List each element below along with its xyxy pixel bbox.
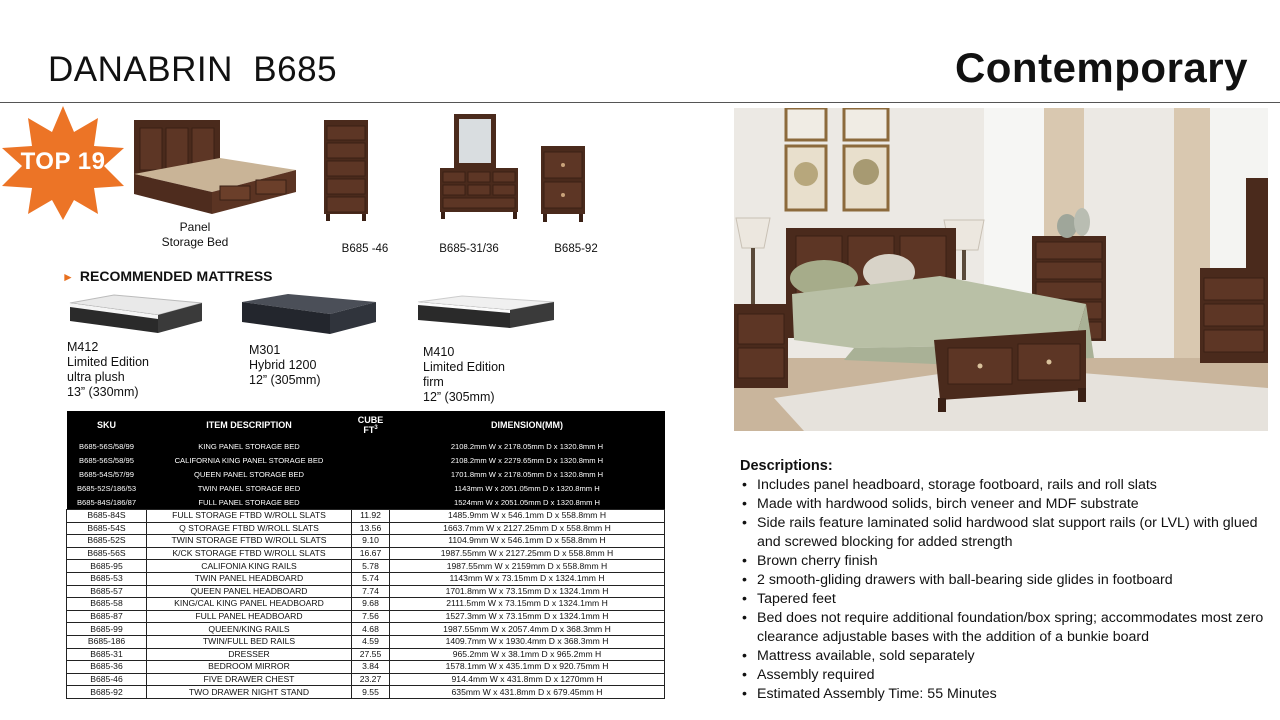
cell-dim: 1143mm W x 73.15mm D x 1324.1mm H <box>390 572 665 585</box>
description-item: • Made with hardwood solids, birch veneer and MDF substrate <box>740 495 1270 514</box>
cell-desc: TWO DRAWER NIGHT STAND <box>147 686 352 699</box>
cell-cube: 16.67 <box>352 547 390 560</box>
cell-cube <box>352 495 390 510</box>
header-dimension: DIMENSION(MM) <box>390 411 665 439</box>
cell-dim: 1663.7mm W x 2127.25mm D x 558.8mm H <box>390 522 665 535</box>
cell-cube: 5.74 <box>352 572 390 585</box>
cell-desc: TWIN PANEL HEADBOARD <box>147 572 352 585</box>
product-label-bed: Panel Storage Bed <box>161 220 229 249</box>
cell-sku: B685-92 <box>67 686 147 699</box>
mattress-m410-line2: firm <box>423 375 444 389</box>
cell-sku: B685-46 <box>67 673 147 686</box>
cell-desc: TWIN STORAGE FTBD W/ROLL SLATS <box>147 535 352 548</box>
header-item-description: ITEM DESCRIPTION <box>147 411 352 439</box>
cell-sku: B685-52S <box>67 535 147 548</box>
cell-desc: FULL STORAGE FTBD W/ROLL SLATS <box>147 510 352 523</box>
table-row <box>67 453 665 467</box>
description-item: • Side rails feature laminated solid hardwood slat support rails (or LVL) with glued and screwed blocking for added strength <box>740 514 1270 552</box>
description-item: • Assembly required <box>740 666 1270 685</box>
cell-sku: B685-95 <box>67 560 147 573</box>
mattress-m301-image <box>238 292 380 338</box>
cell-dim: 2111.5mm W x 73.15mm D x 1324.1mm H <box>390 598 665 611</box>
cell-dim: 1143mm W x 2051.05mm D x 1320.8mm H <box>390 481 665 495</box>
description-item: • Estimated Assembly Time: 55 Minutes <box>740 685 1270 704</box>
table-row <box>67 495 665 510</box>
cell-dim: 1987.55mm W x 2159mm D x 558.8mm H <box>390 560 665 573</box>
style-name: Contemporary <box>954 44 1248 91</box>
cell-cube: 4.68 <box>352 623 390 636</box>
cell-sku: B685-87 <box>67 610 147 623</box>
cell-dim: 1409.7mm W x 1930.4mm D x 368.3mm H <box>390 635 665 648</box>
cell-desc: BEDROOM MIRROR <box>147 661 352 674</box>
recommended-heading-text: RECOMMENDED MATTRESS <box>79 268 273 284</box>
mattress-m410-info <box>423 345 573 405</box>
cell-dim: 1524mm W x 2051.05mm D x 1320.8mm H <box>390 495 665 510</box>
cell-sku: B685-56S/58/95 <box>67 453 147 467</box>
descriptions-panel <box>740 457 1270 704</box>
cell-sku: B685-54S <box>67 522 147 535</box>
cell-cube: 3.84 <box>352 661 390 674</box>
mattress-m410-line1: Limited Edition <box>423 360 505 374</box>
room-photo <box>734 108 1268 431</box>
descriptions-list <box>740 476 1270 704</box>
cell-sku: B685-84S/186/87 <box>67 495 147 510</box>
cell-cube: 13.56 <box>352 522 390 535</box>
table-row <box>67 585 665 598</box>
cell-desc: CALIFONIA KING RAILS <box>147 560 352 573</box>
page-title: DANABRIN B685 <box>48 50 338 89</box>
cell-desc: DRESSER <box>147 648 352 661</box>
cell-cube: 9.55 <box>352 686 390 699</box>
cell-sku: B685-53 <box>67 572 147 585</box>
cell-desc: QUEEN/KING RAILS <box>147 623 352 636</box>
chest-image <box>322 118 370 222</box>
table-row <box>67 439 665 453</box>
cell-dim: 1987.55mm W x 2127.25mm D x 558.8mm H <box>390 547 665 560</box>
cell-desc: FULL PANEL STORAGE BED <box>147 495 352 510</box>
product-label-chest: B685 -46 <box>341 243 389 255</box>
mattress-m412-model: M412 <box>67 340 99 354</box>
header-cube <box>352 411 390 439</box>
cell-dim: 1701.8mm W x 2178.05mm D x 1320.8mm H <box>390 467 665 481</box>
table-row <box>67 560 665 573</box>
mattress-m410-image <box>414 294 558 334</box>
cell-desc: QUEEN PANEL STORAGE BED <box>147 467 352 481</box>
header-sku: SKU <box>67 411 147 439</box>
mattress-m410-size: 12” (305mm) <box>423 390 495 404</box>
mattress-m301-info <box>249 343 399 388</box>
table-row <box>67 598 665 611</box>
header-cube-sup: 3 <box>374 425 378 431</box>
table-row <box>67 686 665 699</box>
storage-bed-image <box>132 118 300 218</box>
cell-cube: 4.59 <box>352 635 390 648</box>
cell-desc: KING PANEL STORAGE BED <box>147 439 352 453</box>
arrow-right-icon: ► <box>62 270 74 284</box>
header-divider <box>0 102 1280 103</box>
cell-dim: 1701.8mm W x 73.15mm D x 1324.1mm H <box>390 585 665 598</box>
cell-sku: B685-36 <box>67 661 147 674</box>
description-item: • Bed does not require additional foundation/box spring; accommodates most zero clearance adjustable bases with the addition of a bunkie board <box>740 609 1270 647</box>
cell-desc: K/CK STORAGE FTBD W/ROLL SLATS <box>147 547 352 560</box>
cell-dim: 635mm W x 431.8mm D x 679.45mm H <box>390 686 665 699</box>
cell-sku: B685-54S/57/99 <box>67 467 147 481</box>
cell-dim: 1578.1mm W x 435.1mm D x 920.75mm H <box>390 661 665 674</box>
cell-desc: FULL PANEL HEADBOARD <box>147 610 352 623</box>
table-row <box>67 635 665 648</box>
cell-sku: B685-58 <box>67 598 147 611</box>
mattress-m412-info <box>67 340 217 400</box>
top-badge <box>0 104 128 222</box>
table-row <box>67 522 665 535</box>
cell-dim: 965.2mm W x 38.1mm D x 965.2mm H <box>390 648 665 661</box>
cell-desc: FIVE DRAWER CHEST <box>147 673 352 686</box>
badge-label: TOP 19 <box>20 148 106 175</box>
cell-sku: B685-186 <box>67 635 147 648</box>
spec-table <box>66 411 665 699</box>
cell-dim: 1104.9mm W x 546.1mm D x 558.8mm H <box>390 535 665 548</box>
mattress-m410-model: M410 <box>423 345 455 359</box>
description-item: • Includes panel headboard, storage footboard, rails and roll slats <box>740 476 1270 495</box>
mattress-m301-size: 12” (305mm) <box>249 373 321 387</box>
cell-dim: 2108.2mm W x 2178.05mm D x 1320.8mm H <box>390 439 665 453</box>
description-item: • Tapered feet <box>740 590 1270 609</box>
cell-desc: CALIFORNIA KING PANEL STORAGE BED <box>147 453 352 467</box>
table-row <box>67 610 665 623</box>
cell-dim: 2108.2mm W x 2279.65mm D x 1320.8mm H <box>390 453 665 467</box>
mattress-m301-line1: Hybrid 1200 <box>249 358 317 372</box>
table-row <box>67 572 665 585</box>
cell-sku: B685-84S <box>67 510 147 523</box>
cell-cube: 27.55 <box>352 648 390 661</box>
dresser-mirror-image <box>438 112 520 220</box>
table-row <box>67 467 665 481</box>
description-item: • Mattress available, sold separately <box>740 647 1270 666</box>
mattress-m412-line2: ultra plush <box>67 370 125 384</box>
cell-desc: KING/CAL KING PANEL HEADBOARD <box>147 598 352 611</box>
table-row <box>67 535 665 548</box>
recommended-heading <box>62 268 273 284</box>
table-row <box>67 547 665 560</box>
cell-cube: 11.92 <box>352 510 390 523</box>
header-cube-unit: FT <box>363 425 375 435</box>
cell-desc: TWIN/FULL BED RAILS <box>147 635 352 648</box>
cell-cube <box>352 453 390 467</box>
description-item: • Brown cherry finish <box>740 552 1270 571</box>
header-cube-label: CUBE <box>357 415 384 425</box>
cell-cube <box>352 439 390 453</box>
table-header-row <box>67 411 665 439</box>
table-row <box>67 510 665 523</box>
cell-sku: B685-56S/58/99 <box>67 439 147 453</box>
cell-desc: TWIN PANEL STORAGE BED <box>147 481 352 495</box>
cell-cube: 9.10 <box>352 535 390 548</box>
cell-dim: 914.4mm W x 431.8mm D x 1270mm H <box>390 673 665 686</box>
mattress-m301-model: M301 <box>249 343 281 357</box>
cell-sku: B685-52S/186/53 <box>67 481 147 495</box>
cell-sku: B685-57 <box>67 585 147 598</box>
cell-desc: QUEEN PANEL HEADBOARD <box>147 585 352 598</box>
cell-cube <box>352 481 390 495</box>
table-row <box>67 648 665 661</box>
table-row <box>67 673 665 686</box>
cell-desc: Q STORAGE FTBD W/ROLL SLATS <box>147 522 352 535</box>
product-label-nightstand: B685-92 <box>554 243 598 255</box>
description-item: • 2 smooth-gliding drawers with ball-bearing side glides in footboard <box>740 571 1270 590</box>
nightstand-image <box>540 144 586 224</box>
cell-sku: B685-56S <box>67 547 147 560</box>
table-row <box>67 623 665 636</box>
table-row <box>67 481 665 495</box>
cell-sku: B685-31 <box>67 648 147 661</box>
cell-cube: 7.56 <box>352 610 390 623</box>
cell-cube: 9.68 <box>352 598 390 611</box>
cell-cube: 5.78 <box>352 560 390 573</box>
cell-dim: 1485.9mm W x 546.1mm D x 558.8mm H <box>390 510 665 523</box>
table-row <box>67 661 665 674</box>
mattress-m412-line1: Limited Edition <box>67 355 149 369</box>
descriptions-title: Descriptions: <box>740 458 833 474</box>
cell-cube: 23.27 <box>352 673 390 686</box>
cell-dim: 1527.3mm W x 73.15mm D x 1324.1mm H <box>390 610 665 623</box>
mattress-m412-image <box>62 293 206 337</box>
cell-sku: B685-99 <box>67 623 147 636</box>
table-body <box>67 439 665 698</box>
cell-cube: 7.74 <box>352 585 390 598</box>
cell-dim: 1987.55mm W x 2057.4mm D x 368.3mm H <box>390 623 665 636</box>
cell-cube <box>352 467 390 481</box>
mattress-m412-size: 13” (330mm) <box>67 385 139 399</box>
product-label-dresser: B685-31/36 <box>439 243 499 255</box>
